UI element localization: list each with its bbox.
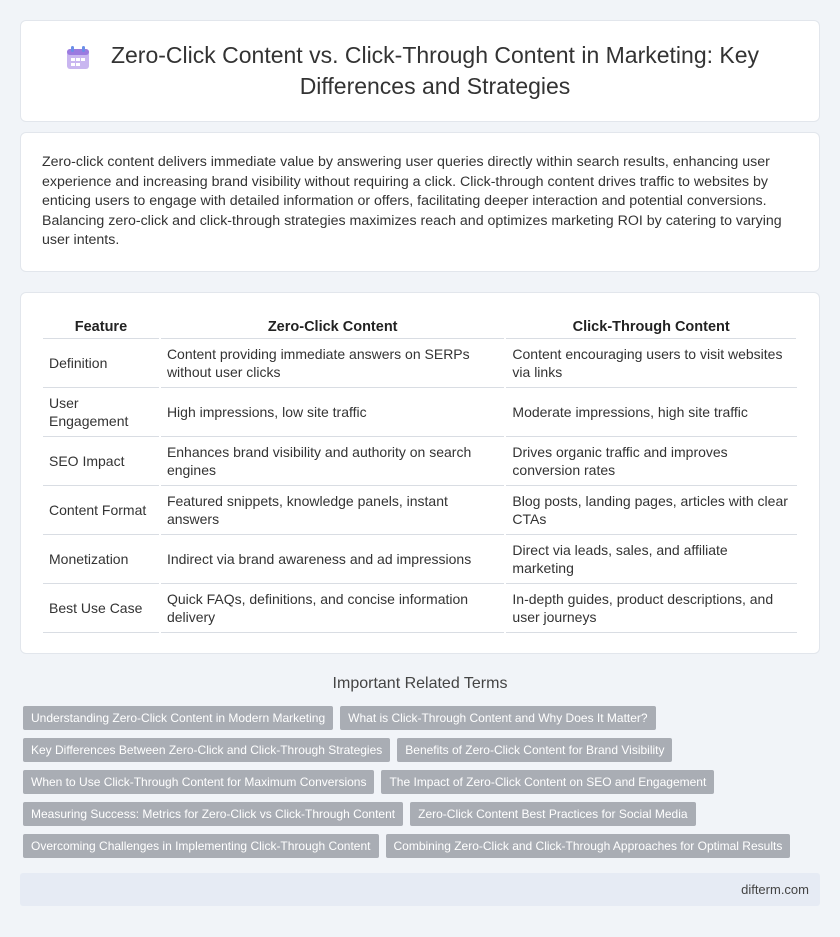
intro-text: Zero-click content delivers immediate value by answering user queries directly within search results, enhancing user experience and increasing brand visibility without requiring a click. Click-through content drives traffic to websites by enticing users to engage with detailed information or offers, facilitating deeper interaction and potential conversions. Balancing zero-click and click-through strategies maximizes reach and optimizes marketing ROI by catering to varying user intents. <box>42 154 782 248</box>
feature-cell: Best Use Case <box>43 584 160 633</box>
feature-cell: SEO Impact <box>43 437 160 486</box>
page-title: Zero-Click Content vs. Click-Through Content in Marketing: Key Differences and Strategies <box>110 42 760 99</box>
related-term-tag[interactable]: Understanding Zero-Click Content in Modern Marketing <box>23 706 333 730</box>
click-through-cell: In-depth guides, product descriptions, and user journeys <box>505 584 797 633</box>
zero-click-cell: Indirect via brand awareness and ad impressions <box>160 535 505 584</box>
feature-cell: Content Format <box>43 486 160 535</box>
header-click-through: Click-Through Content <box>505 315 797 339</box>
header-feature: Feature <box>43 315 160 339</box>
related-term-tag[interactable]: The Impact of Zero-Click Content on SEO and Engagement <box>381 770 714 794</box>
related-terms-list <box>23 706 803 858</box>
related-term-tag[interactable]: What is Click-Through Content and Why Does It Matter? <box>340 706 655 730</box>
related-term-tag[interactable]: Overcoming Challenges in Implementing Click-Through Content <box>23 834 379 858</box>
intro-card <box>20 132 820 272</box>
table-row <box>43 584 797 633</box>
zero-click-cell: Quick FAQs, definitions, and concise information delivery <box>160 584 505 633</box>
related-term-tag[interactable]: Key Differences Between Zero-Click and Click-Through Strategies <box>23 738 390 762</box>
zero-click-cell: High impressions, low site traffic <box>160 388 505 437</box>
click-through-cell: Blog posts, landing pages, articles with clear CTAs <box>505 486 797 535</box>
related-term-tag[interactable]: Measuring Success: Metrics for Zero-Click vs Click-Through Content <box>23 802 403 826</box>
comparison-table <box>43 315 798 633</box>
click-through-cell: Content encouraging users to visit websites via links <box>505 339 797 388</box>
zero-click-cell: Featured snippets, knowledge panels, instant answers <box>160 486 505 535</box>
related-terms-title: Important Related Terms <box>332 675 508 692</box>
footer <box>20 873 820 906</box>
related-term-tag[interactable]: Combining Zero-Click and Click-Through Approaches for Optimal Results <box>386 834 791 858</box>
header-card <box>20 20 820 122</box>
table-row <box>43 535 797 584</box>
header-zero-click: Zero-Click Content <box>160 315 505 339</box>
related-term-tag[interactable]: Zero-Click Content Best Practices for Social Media <box>410 802 695 826</box>
table-header-row <box>43 315 797 339</box>
table-row <box>43 437 797 486</box>
related-term-tag[interactable]: Benefits of Zero-Click Content for Brand Visibility <box>397 738 672 762</box>
feature-cell: User Engagement <box>43 388 160 437</box>
footer-site-link[interactable]: difterm.com <box>741 882 809 897</box>
click-through-cell: Drives organic traffic and improves conversion rates <box>505 437 797 486</box>
click-through-cell: Direct via leads, sales, and affiliate marketing <box>505 535 797 584</box>
table-row <box>43 486 797 535</box>
zero-click-cell: Enhances brand visibility and authority on search engines <box>160 437 505 486</box>
related-term-tag[interactable]: When to Use Click-Through Content for Maximum Conversions <box>23 770 374 794</box>
zero-click-cell: Content providing immediate answers on SERPs without user clicks <box>160 339 505 388</box>
table-row <box>43 339 797 388</box>
click-through-cell: Moderate impressions, high site traffic <box>505 388 797 437</box>
table-row <box>43 388 797 437</box>
feature-cell: Definition <box>43 339 160 388</box>
feature-cell: Monetization <box>43 535 160 584</box>
comparison-table-card <box>20 292 820 654</box>
